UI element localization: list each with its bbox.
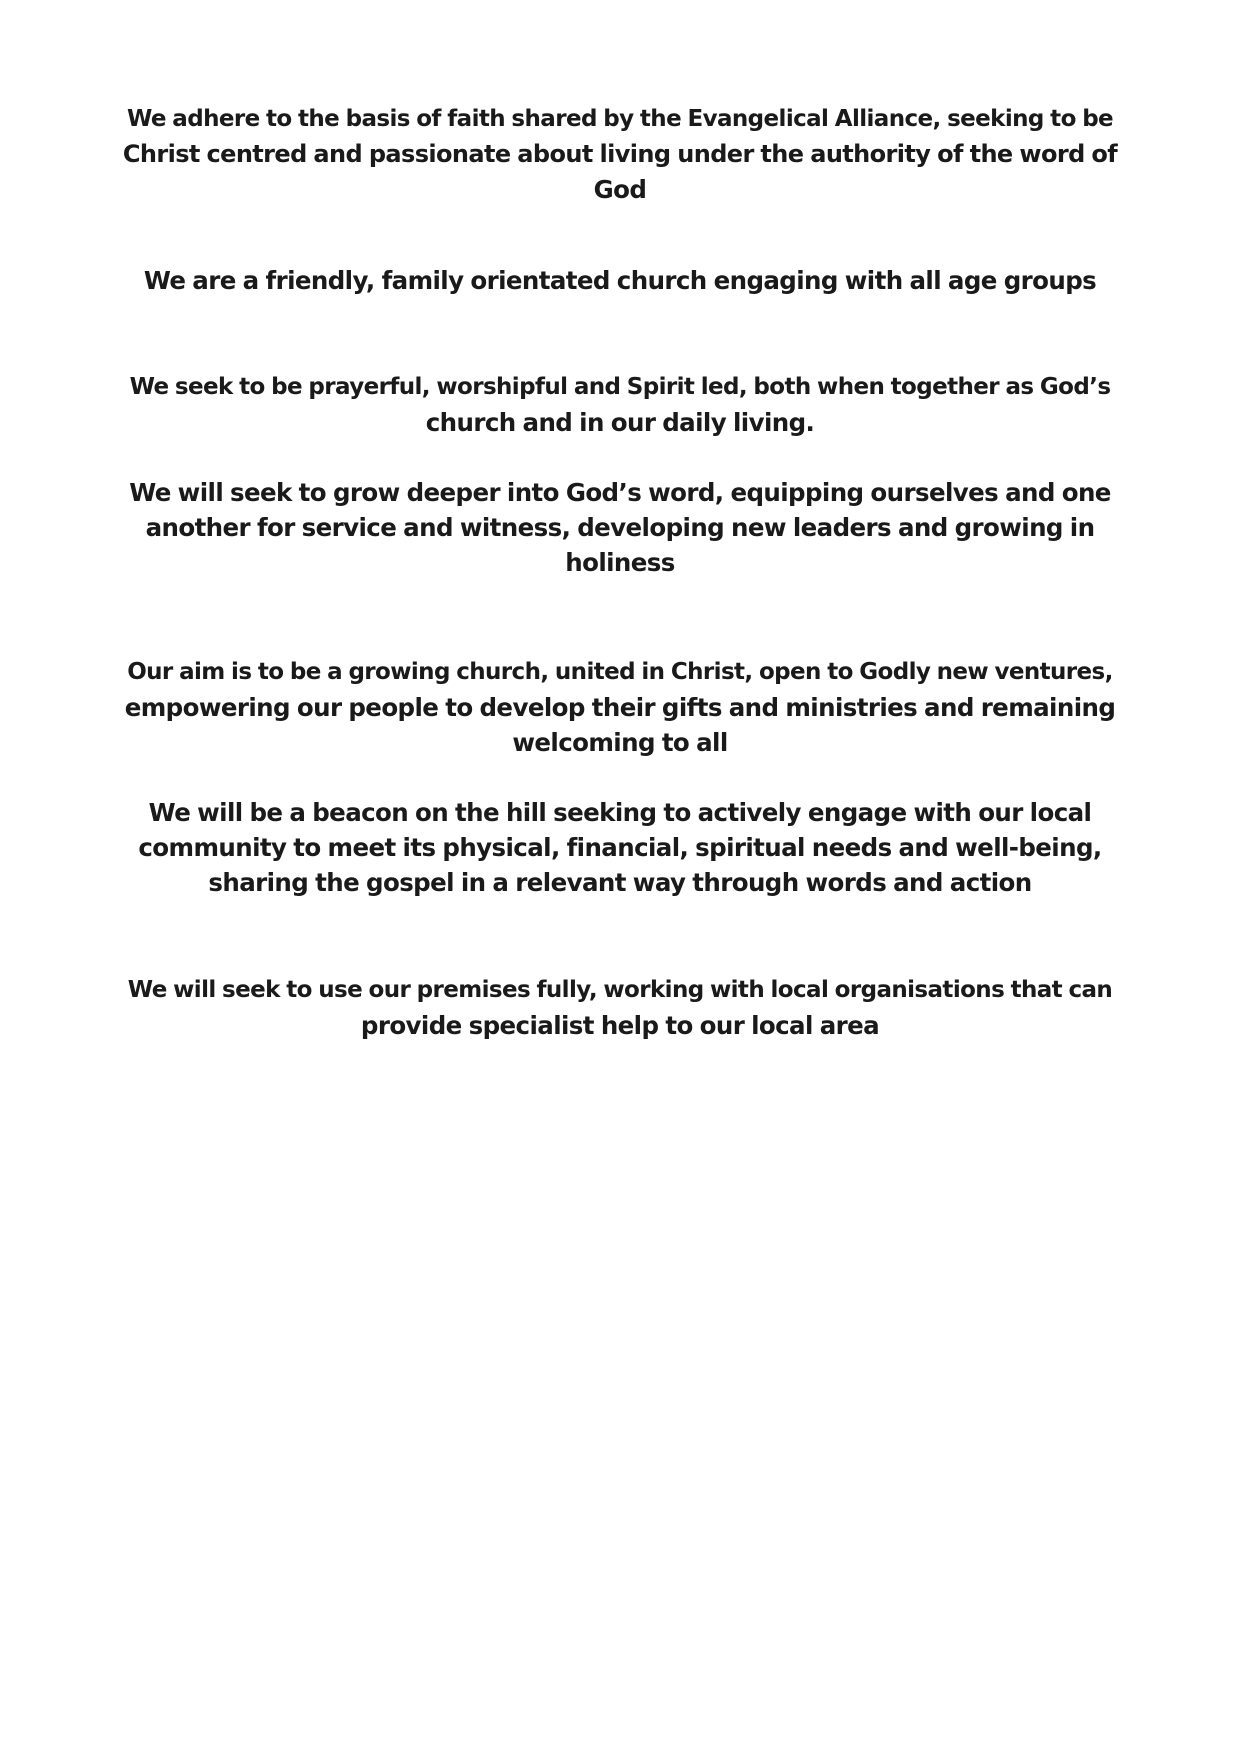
statement-line: Our aim is to be a growing church, united in Christ, open to Godly new ventures, xyxy=(127,659,1113,685)
statement-basis-of-faith xyxy=(0,102,1240,207)
statement-line: another for service and witness, developing new leaders and growing in xyxy=(145,513,1095,542)
statement-line: We will be a beacon on the hill seeking to actively engage with our local xyxy=(148,798,1092,827)
statement-beacon-on-hill xyxy=(0,795,1240,900)
statement-line: God xyxy=(593,175,647,204)
statement-line: We adhere to the basis of faith shared by the Evangelical Alliance, seeking to be xyxy=(126,106,1114,132)
statement-line: We seek to be prayerful, worshipful and Spirit led, both when together as God’s xyxy=(129,374,1111,400)
statement-line: holiness xyxy=(565,548,675,577)
statement-line: welcoming to all xyxy=(512,728,728,757)
statement-line: provide specialist help to our local area xyxy=(360,1011,880,1040)
statement-growing-church xyxy=(0,655,1240,760)
statement-line: community to meet its physical, financial, spiritual needs and well-being, xyxy=(138,833,1102,862)
statement-line: We are a friendly, family orientated church engaging with all age groups xyxy=(143,266,1097,295)
statement-line: church and in our daily living. xyxy=(425,408,815,437)
statement-friendly-church xyxy=(0,263,1240,298)
statement-line: Christ centred and passionate about living under the authority of the word of xyxy=(122,140,1118,168)
statement-line: sharing the gospel in a relevant way through words and action xyxy=(208,868,1032,897)
statement-line: We will seek to use our premises fully, working with local organisations that can xyxy=(127,977,1113,1003)
statement-use-premises xyxy=(0,973,1240,1043)
statement-line: empowering our people to develop their gifts and ministries and remaining xyxy=(124,693,1116,722)
statement-prayerful xyxy=(0,370,1240,440)
statement-line: We will seek to grow deeper into God’s word, equipping ourselves and one xyxy=(129,478,1111,507)
statement-grow-deeper xyxy=(0,475,1240,580)
